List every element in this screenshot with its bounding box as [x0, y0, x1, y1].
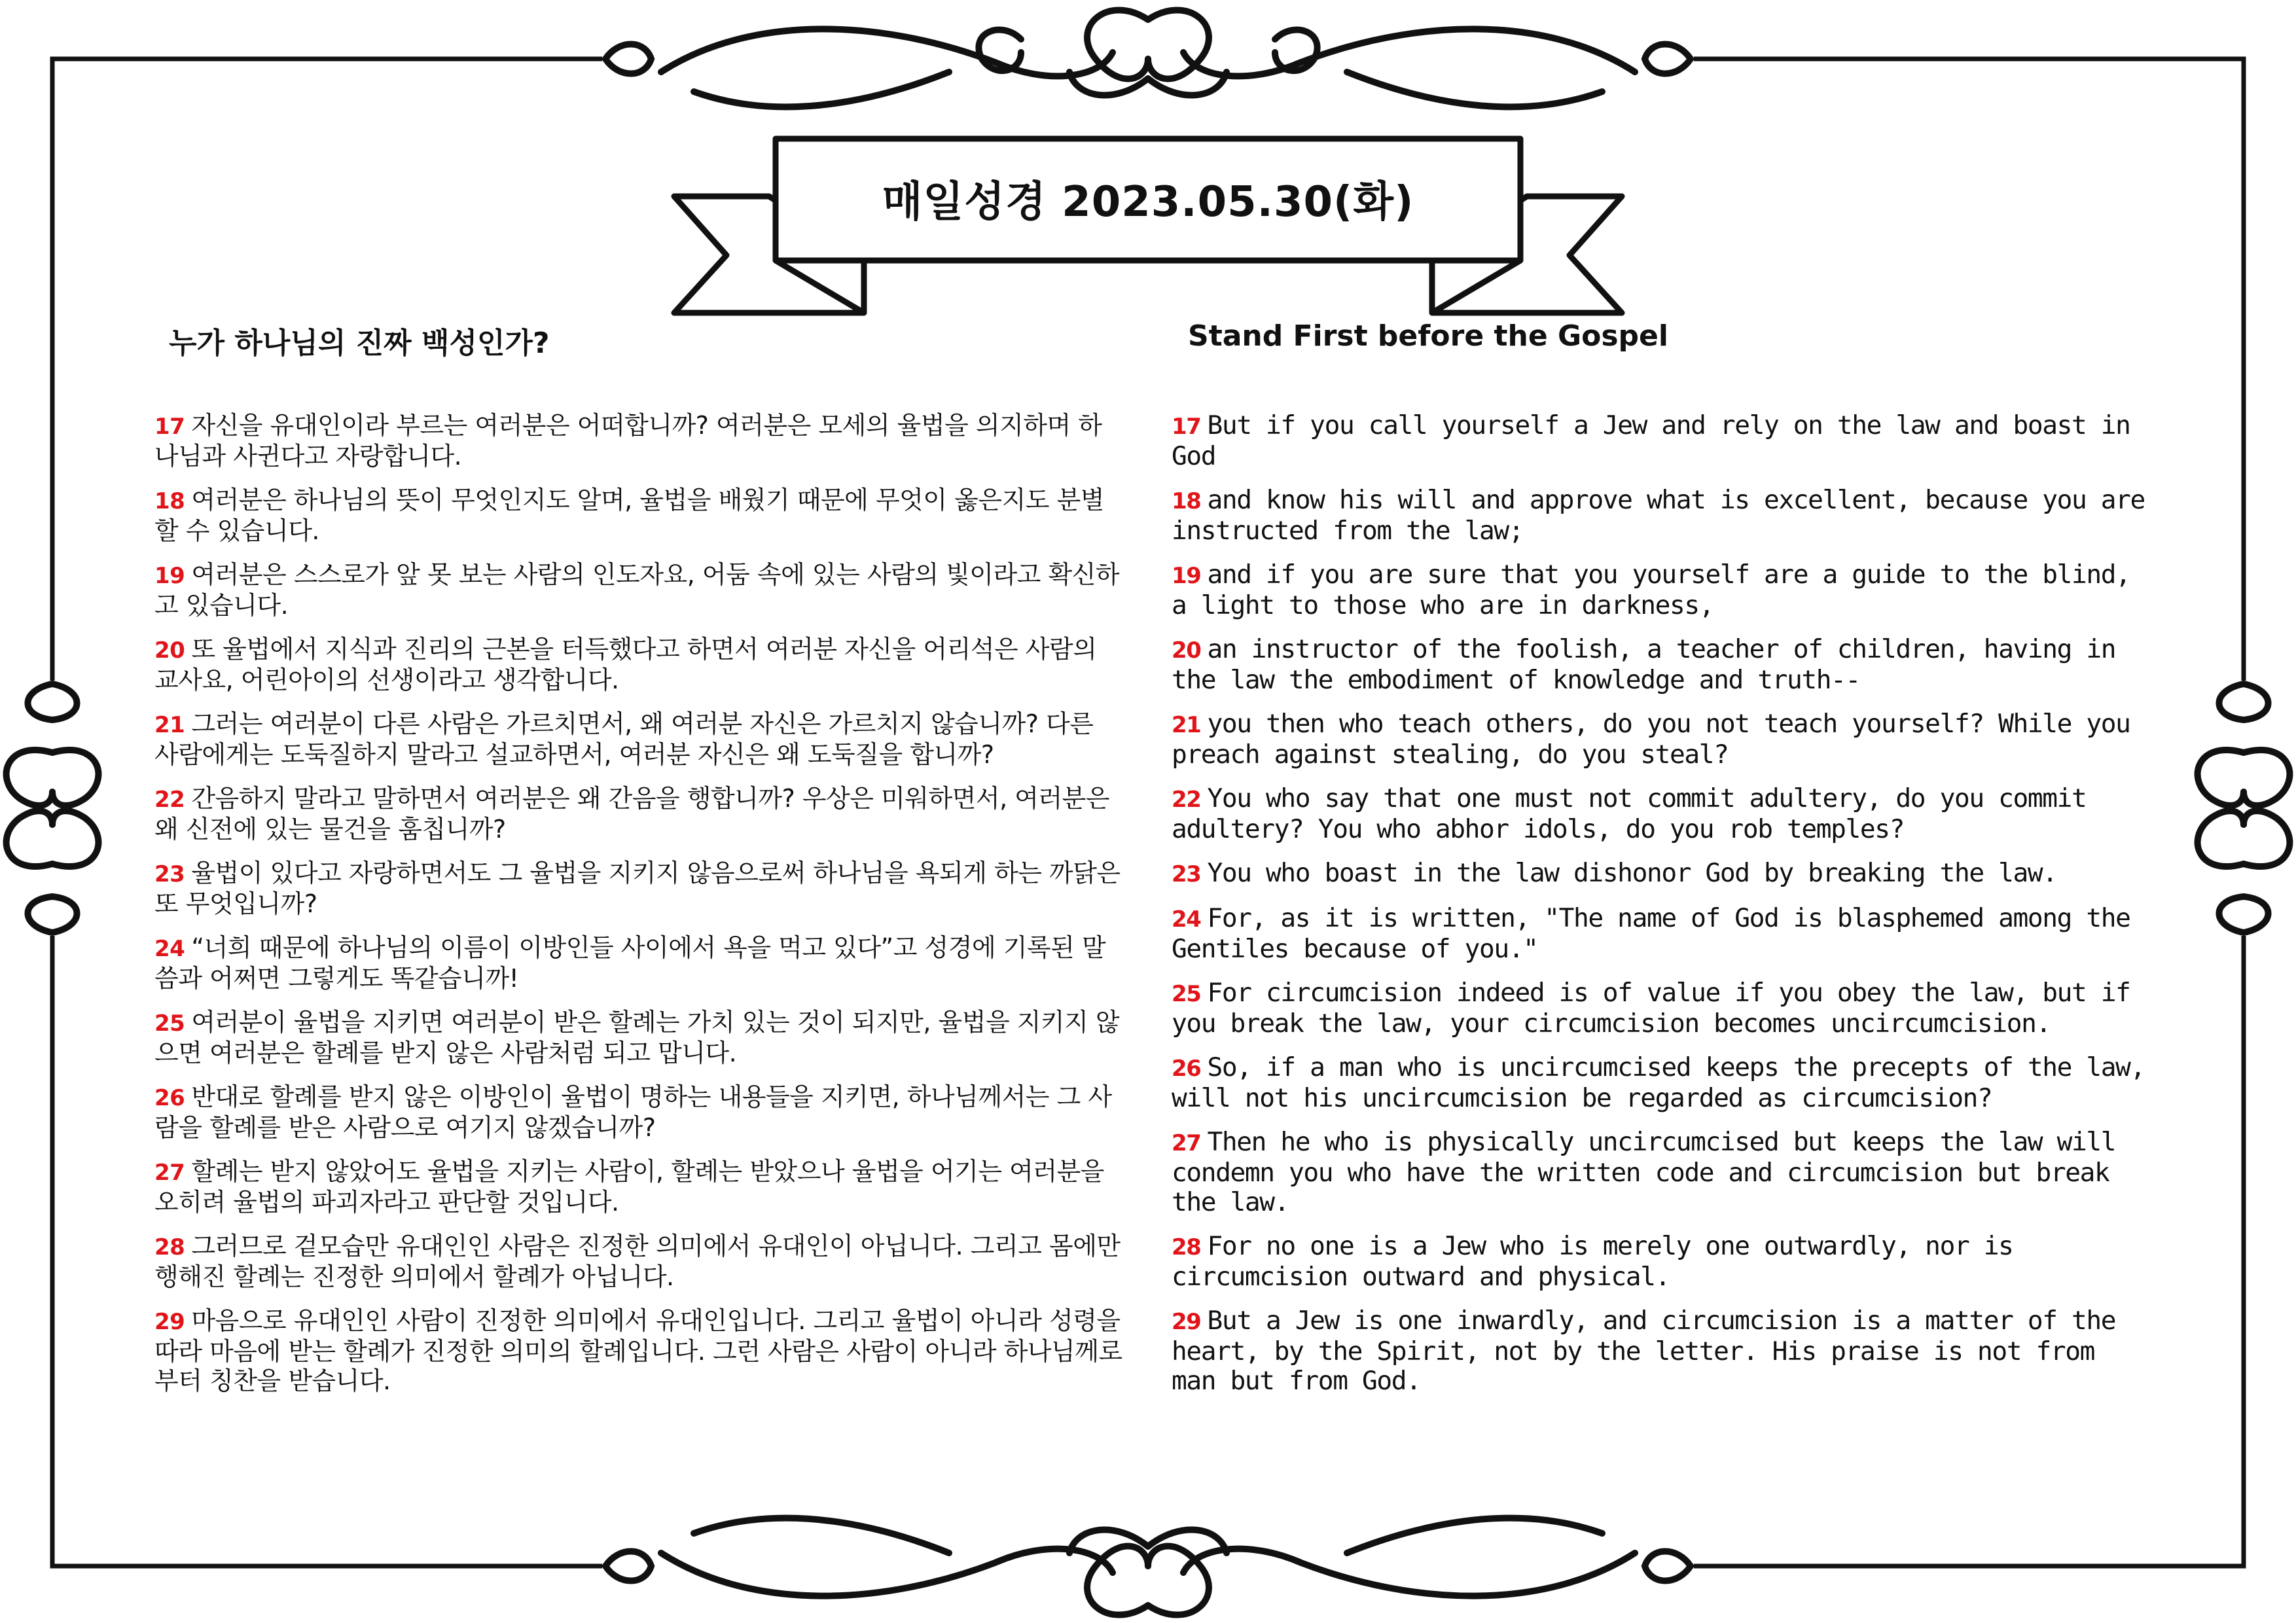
english-verses-column: [1172, 411, 2147, 1410]
verse: [154, 486, 1123, 546]
verse-text: 그러므로 겉모습만 유대인인 사람은 진정한 의미에서 유대인이 아닙니다. 그리고 몸에만 행해진 할례는 진정한 의미에서 할례가 아닙니다.: [154, 1232, 1121, 1291]
verse: [1172, 560, 2147, 620]
verse: [1172, 411, 2147, 471]
verse: [154, 1008, 1123, 1068]
bottom-ornament: [605, 1518, 1691, 1615]
verse-number: 23: [154, 861, 185, 887]
verse-number: 19: [1172, 563, 1201, 589]
top-ornament: [605, 10, 1691, 107]
verse-number: 27: [1172, 1130, 1201, 1156]
right-ornament: [2198, 684, 2290, 933]
verse: [154, 859, 1123, 919]
verse: [154, 1232, 1123, 1292]
verse-number: 17: [1172, 414, 1201, 440]
verse-number: 27: [154, 1160, 185, 1186]
verse: [154, 1157, 1123, 1217]
verse: [154, 1082, 1123, 1143]
korean-verses-column: [154, 411, 1123, 1410]
verse-number: 21: [1172, 712, 1201, 738]
verse-text: For circumcision indeed is of value if you obey the law, but if you break the law, your circumcision becomes uncircumcision.: [1172, 978, 2130, 1039]
verse-number: 26: [1172, 1056, 1201, 1082]
verse-number: 18: [1172, 488, 1201, 514]
verse-number: 21: [154, 712, 185, 738]
verse: [1172, 1053, 2147, 1113]
verse-text: 또 율법에서 지식과 진리의 근본을 터득했다고 하면서 여러분 자신을 어리석은 사람의 교사요, 어린아이의 선생이라고 생각합니다.: [154, 635, 1097, 694]
verse-number: 18: [154, 488, 185, 514]
verse-text: 반대로 할례를 받지 않은 이방인이 율법이 명하는 내용들을 지키면, 하나님께서는 그 사람을 할례를 받은 사람으로 여기지 않겠습니까?: [154, 1082, 1112, 1142]
verse-number: 24: [1172, 906, 1201, 933]
verse: [1172, 635, 2147, 695]
verse: [1172, 784, 2147, 844]
verse: [154, 560, 1123, 620]
verse-number: 24: [154, 936, 185, 962]
verse: [1172, 978, 2147, 1039]
verse-number: 25: [1172, 981, 1201, 1007]
verse: [154, 784, 1123, 844]
verse-text: 율법이 있다고 자랑하면서도 그 율법을 지키지 않음으로써 하나님을 욕되게 하는 까닭은 또 무엇입니까?: [154, 859, 1121, 918]
verse-number: 19: [154, 563, 185, 589]
verse-text: But a Jew is one inwardly, and circumcision is a matter of the heart, by the Spirit, not by the letter. His praise is not from man but from God.: [1172, 1306, 2116, 1396]
verse: [1172, 1128, 2147, 1217]
verse: [1172, 1232, 2147, 1292]
verse: [154, 709, 1123, 770]
verse-text: 그러는 여러분이 다른 사람은 가르치면서, 왜 여러분 자신은 가르치지 않습니까? 다른 사람에게는 도둑질하지 말라고 설교하면서, 여러분 자신은 왜 도둑질을 합니까?: [154, 709, 1094, 769]
verse-text: So, if a man who is uncircumcised keeps the precepts of the law, will not his uncircumcision be regarded as circumcision?: [1172, 1052, 2145, 1113]
left-ornament: [7, 684, 99, 933]
verse-number: 22: [1172, 787, 1201, 813]
verse-number: 23: [1172, 861, 1201, 887]
verse: [154, 933, 1123, 993]
verse-number: 22: [154, 787, 185, 813]
verse-text: 여러분이 율법을 지키면 여러분이 받은 할례는 가치 있는 것이 되지만, 율법을 지키지 않으면 여러분은 할례를 받지 않은 사람처럼 되고 맙니다.: [154, 1008, 1120, 1067]
verse: [154, 411, 1123, 471]
verse-text: “너희 때문에 하나님의 이름이 이방인들 사이에서 욕을 먹고 있다”고 성경에 기록된 말씀과 어쩌면 그렇게도 똑같습니까!: [154, 933, 1106, 993]
verse-text: Then he who is physically uncircumcised but keeps the law will condemn you who have the written code and circumcision but break the law.: [1172, 1127, 2116, 1217]
verse-number: 28: [1172, 1234, 1201, 1260]
verse-number: 28: [154, 1234, 185, 1260]
verse: [1172, 859, 2147, 889]
verse-text: you then who teach others, do you not teach yourself? While you preach against stealing, do you steal?: [1172, 709, 2130, 770]
verse: [154, 1306, 1123, 1396]
verse-text: For no one is a Jew who is merely one outwardly, nor is circumcision outward and physical.: [1172, 1231, 2013, 1292]
verse-text: 할례는 받지 않았어도 율법을 지키는 사람이, 할례는 받았으나 율법을 어기는 여러분을 오히려 율법의 파괴자라고 판단할 것입니다.: [154, 1157, 1104, 1217]
verse: [1172, 904, 2147, 964]
verse-number: 29: [154, 1309, 185, 1335]
verse-number: 20: [1172, 637, 1201, 664]
verse-text: and if you are sure that you yourself are a guide to the blind, a light to those who are in darkness,: [1172, 560, 2130, 620]
verse-number: 20: [154, 637, 185, 664]
verse-number: 17: [154, 414, 185, 440]
subtitle-english: Stand First before the Gospel: [1188, 319, 1668, 353]
verse-text: But if you call yourself a Jew and rely on the law and boast in God: [1172, 410, 2130, 471]
verse: [1172, 486, 2147, 546]
verse-text: 마음으로 유대인인 사람이 진정한 의미에서 유대인입니다. 그리고 율법이 아니라 성령을 따라 마음에 받는 할례가 진정한 의미의 할례입니다. 그런 사람은 사람이 아니라 하나님께로부터 칭찬을 받습니다.: [154, 1306, 1122, 1395]
verse: [1172, 1306, 2147, 1396]
verse-number: 25: [154, 1010, 185, 1037]
verse-number: 26: [154, 1085, 185, 1111]
verse: [154, 635, 1123, 695]
subtitle-korean: 누가 하나님의 진짜 백성인가?: [169, 327, 550, 360]
verse-text: 간음하지 말라고 말하면서 여러분은 왜 간음을 행합니까? 우상은 미워하면서, 여러분은 왜 신전에 있는 물건을 훔칩니까?: [154, 784, 1110, 844]
verse-text: and know his will and approve what is excellent, because you are instructed from the law;: [1172, 485, 2145, 546]
verse-text: You who boast in the law dishonor God by breaking the law.: [1207, 858, 2057, 888]
verse-text: 여러분은 스스로가 앞 못 보는 사람의 인도자요, 어둠 속에 있는 사람의 빛이라고 확신하고 있습니다.: [154, 560, 1120, 620]
verse-number: 29: [1172, 1309, 1201, 1335]
verse-text: You who say that one must not commit adultery, do you commit adultery? You who abhor idols, do you rob temples?: [1172, 783, 2087, 844]
verse: [1172, 709, 2147, 770]
page-title: 매일성경 2023.05.30(화): [882, 177, 1414, 226]
verse-text: an instructor of the foolish, a teacher of children, having in the law the embodiment of knowledge and truth--: [1172, 634, 2116, 695]
verse-text: 자신을 유대인이라 부르는 여러분은 어떠합니까? 여러분은 모세의 율법을 의지하며 하나님과 사귄다고 자랑합니다.: [154, 411, 1102, 471]
verse-text: For, as it is written, "The name of God is blasphemed among the Gentiles because of you.": [1172, 903, 2130, 964]
verse-text: 여러분은 하나님의 뜻이 무엇인지도 알며, 율법을 배웠기 때문에 무엇이 옳은지도 분별할 수 있습니다.: [154, 486, 1104, 545]
